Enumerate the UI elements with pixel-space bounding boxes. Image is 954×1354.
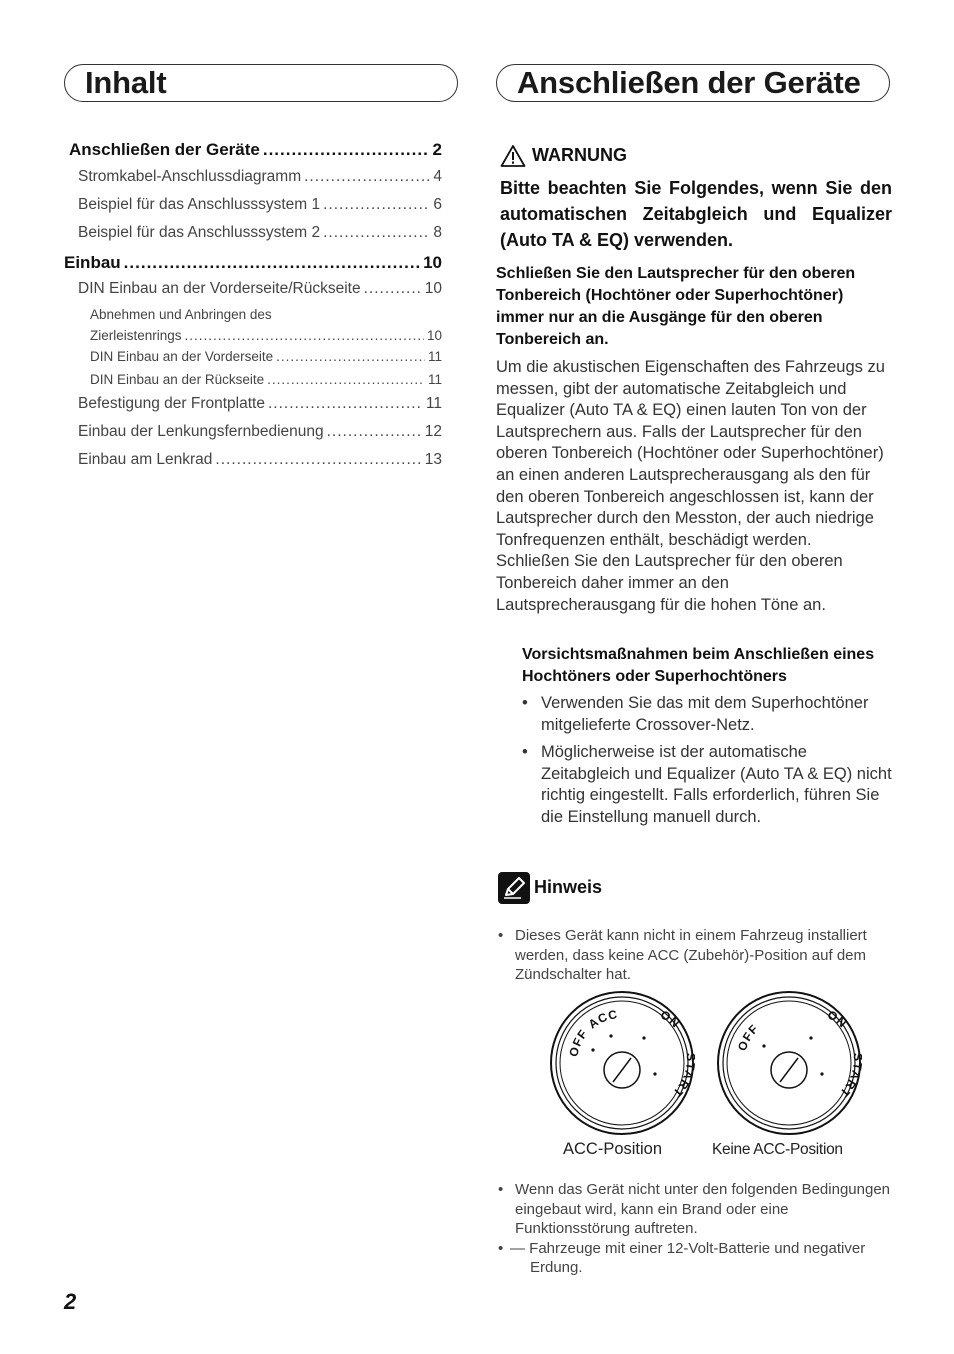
ignition-label-off: OFF [566,1026,591,1059]
toc-title: DIN Einbau an der Vorderseite [90,349,274,364]
toc-entry[interactable] [78,280,442,298]
toc-title: DIN Einbau an der Vorderseite/Rückseite [78,280,361,297]
note-heading [498,872,602,904]
toc-page: 10 [426,328,442,343]
toc-title: Beispiel für das Anschlusssystem 2 [78,224,321,241]
ignition-switch-no-acc-icon [716,990,862,1136]
warning-bold-paragraph: Schließen Sie den Lautsprecher für den oberen Tonbereich (Hochtöner oder Superhochtöner) immer nur an die Ausgänge für den oberen Tonbereich an. [496,265,856,348]
ignition-label-acc: ACC [585,1007,620,1032]
ignition-caption-acc: ACC-Position [563,1140,663,1158]
toc-page: 12 [424,423,442,440]
pencil-note-icon [498,872,530,904]
toc-entry[interactable] [78,423,442,441]
warning-triangle-icon [500,144,526,168]
list-item: • Verwenden Sie das mit dem Superhochtöner mitgelieferte Crossover-Netz. [522,693,894,736]
header-title-inhalt: Inhalt [85,65,167,100]
toc-title: Einbau der Lenkungsfernbedienung [78,423,324,440]
toc-page: 11 [427,349,442,364]
toc-entry[interactable] [90,328,442,343]
toc-title: Anschließen der Geräte [69,140,260,159]
header-title-anschliessen: Anschließen der Geräte [517,65,861,100]
note-list-1 [496,926,892,985]
ignition-label-start: ART [836,1068,862,1101]
dash-item: • — Fahrzeuge mit einer 12-Volt-Batterie und negativer Erdung. [496,1239,892,1278]
toc-entry[interactable] [69,140,442,160]
ignition-label-start: ART [669,1068,695,1101]
toc-entry[interactable] [90,372,442,387]
section-header-anschliessen [496,64,890,102]
toc-title: Einbau am Lenkrad [78,451,213,468]
ignition-label-off: OFF [734,1021,762,1053]
toc-entry-line1[interactable] [90,307,442,322]
toc-page: 10 [423,253,442,272]
toc-entry[interactable] [64,253,442,273]
note-label: Hinweis [534,877,603,898]
toc-title: DIN Einbau an der Rückseite [90,372,265,387]
toc-page: 11 [425,395,442,412]
list-item: • Möglicherweise ist der automatische Zeitabgleich und Equalizer (Auto TA & EQ) nicht richtig eingestellt. Falls erforderlich, führen Sie die Einstellung manuell durch. [522,742,894,828]
toc-entry[interactable] [78,168,442,186]
warning-text: Bitte beachten Sie Folgendes, wenn Sie den automatischen Zeitabgleich und Equalizer (Auto TA & EQ) verwenden. [500,178,892,250]
toc-entry[interactable] [78,395,442,413]
toc-page: 6 [433,196,442,213]
toc-entry[interactable] [78,451,442,469]
toc-page: 10 [424,280,442,297]
toc-title: Beispiel für das Anschlusssystem 1 [78,196,321,213]
caution-heading: Vorsichtsmaßnahmen beim Anschließen eines Hochtöners oder Superhochtöners [522,646,875,685]
ignition-label-on: ON [825,1007,851,1031]
toc-title: Einbau [64,253,121,272]
toc-title: Zierleistenrings [90,328,182,343]
list-item: • Dieses Gerät kann nicht in einem Fahrzeug installiert werden, dass keine ACC (Zubehör)-Position auf dem Zündschalter hat. [496,926,892,985]
toc-entry[interactable] [78,224,442,242]
warning-paragraph: Um die akustischen Eigenschaften des Fahrzeugs zu messen, gibt der automatische Zeitabgleich und Equalizer (Auto TA & EQ) einen lauten Ton von der Lautsprechern aus. Falls der Lautsprecher für den oberen Tonbereich (Hochtöner oder Superhochtöner) an einen anderen Lautsprecherausgang als den für den oberen Tonbereich angeschlossen ist, kann der Lautsprecher durch den Messton, der auch niedrige Tonfrequenzen enthält, beschädigt werden. Schließen Sie den Lautsprecher für den oberen Tonbereich daher immer an den Lautsprecherausgang für die hohen Töne an. [496,358,885,614]
ignition-diagram-no-acc [716,990,862,1141]
warning-label: WARNUNG [532,145,627,166]
page-number: 2 [64,1289,77,1314]
toc-page: 11 [427,372,442,387]
ignition-switch-acc-icon [549,990,695,1136]
list-item: • Wenn das Gerät nicht unter den folgenden Bedingungen eingebaut wird, kann ein Brand oder eine Funktionsstörung auftreten. [496,1180,892,1239]
section-header-inhalt [64,64,458,102]
warning-heading [500,144,627,168]
toc-title: Abnehmen und Anbringen des [90,307,272,322]
caution-list [522,693,894,835]
ignition-diagram-acc [549,990,695,1141]
ignition-caption-no-acc: Keine ACC-Position [712,1141,843,1158]
toc-page: 13 [424,451,442,468]
toc-page: 4 [433,168,442,185]
toc-page: 2 [432,140,442,159]
toc-entry[interactable] [78,196,442,214]
toc-entry[interactable] [90,349,442,364]
toc-page: 8 [433,224,442,241]
toc-title: Stromkabel-Anschlussdiagramm [78,168,302,185]
toc-title: Befestigung der Frontplatte [78,395,265,412]
note-list-2 [496,1180,892,1278]
ignition-label-on: ON [658,1007,684,1031]
